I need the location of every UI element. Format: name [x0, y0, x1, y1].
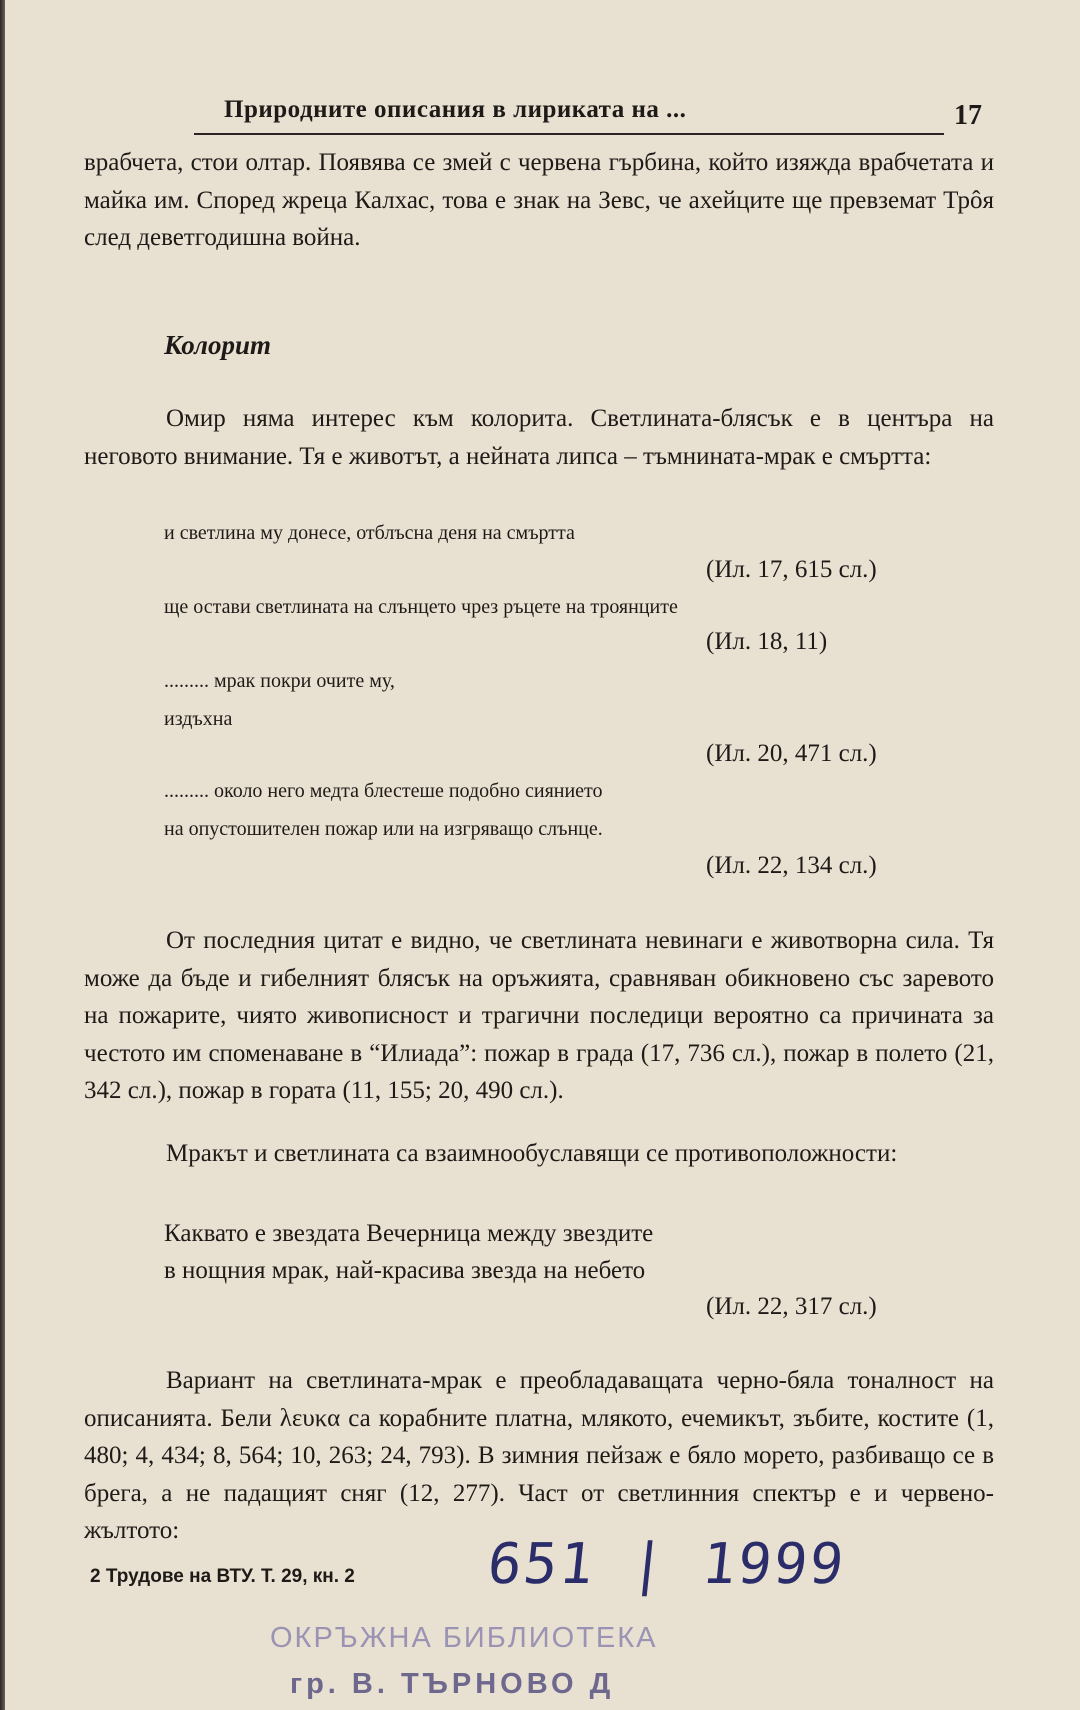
quote-line: издъхна — [164, 708, 233, 730]
paragraph-intro: врабчета, стои олтар. Появява се змей с червена гърбина, който изяжда врабчетата и майка им. Според жреца Калхас, това е знак на Зевс, че ахейците ще превземат Трôя след деветгодишна война. — [84, 149, 994, 251]
page-number: 17 — [954, 100, 982, 131]
quote-citation: (Ил. 22, 317 сл.) — [706, 1293, 877, 1320]
quote-line: ......... около него медта блестеше подобно сиянието — [164, 780, 603, 802]
quote-line: Каквато е звездата Вечерница между звездите — [164, 1220, 654, 1247]
header-rule — [194, 133, 944, 135]
quote-line: и светлина му донесе, отблъсна деня на смъртта — [164, 522, 575, 544]
paragraph-colorite: Омир няма интерес към колорита. Светлината-блясък е в центъра на неговото внимание. Тя е животът, а нейната липса – тъмнината-мрак е смъртта: — [84, 405, 994, 470]
quote-citation: (Ил. 20, 471 сл.) — [706, 740, 877, 767]
quote-citation: (Ил. 22, 134 сл.) — [706, 852, 877, 879]
library-stamp-line2: гр. В. ТЪРНОВО Д — [290, 1668, 615, 1700]
running-header — [84, 96, 994, 136]
quote-citation: (Ил. 18, 11) — [706, 628, 828, 655]
quote-line: ще остави светлината на слънцето чрез ръцете на троянците — [164, 596, 678, 618]
footnote-publication: 2 Трудове на ВТУ. Т. 29, кн. 2 — [90, 1566, 355, 1587]
paragraph-black-white: Вариант на светлината-мрак е преобладаващата черно-бяла тоналност на описанията. Бели λευκα са корабните платна, млякото, ечемикът, зъбите, костите (1, 480; 4, 434; 8, 564; 10, 263; 24, 793). В зимния пейзаж е бяло морето, разбиващо се в брега, а не падащият сняг (12, 277). Част от светлинния спектър е и червено-жълтото: — [84, 1367, 994, 1544]
section-title: Колорит — [164, 330, 271, 360]
quote-line: ......... мрак покри очите му, — [164, 670, 395, 692]
paragraph-dark-light: Мракът и светлината са взаимнообуславящи се противоположности: — [166, 1140, 898, 1167]
paragraph-light-weapons: От последния цитат е видно, че светлината невинаги е животворна сила. Тя може да бъде и гибелният блясък на оръжията, сравняван обикновено със заревото на пожарите, чиято живописност и трагични последици вероятно са причината за честото им споменаване в “Илиада”: пожар в града (17, 736 сл.), пожар в полето (21, 342 сл.), пожар в гората (11, 155; 20, 490 сл.). — [84, 927, 994, 1104]
quote-citation: (Ил. 17, 615 сл.) — [706, 556, 877, 583]
quote-line: на опустошителен пожар или на изгряващо слънце. — [164, 818, 603, 840]
header-title: Природните описания в лириката на ... — [224, 96, 687, 123]
page-edge-shadow — [0, 0, 5, 1710]
quote-line: в нощния мрак, най-красива звезда на небето — [164, 1257, 646, 1284]
handwritten-inventory-number: 651 | 1999 — [484, 1532, 849, 1597]
library-stamp-line1: ОКРЪЖНА БИБЛИОТЕКА — [270, 1622, 658, 1654]
